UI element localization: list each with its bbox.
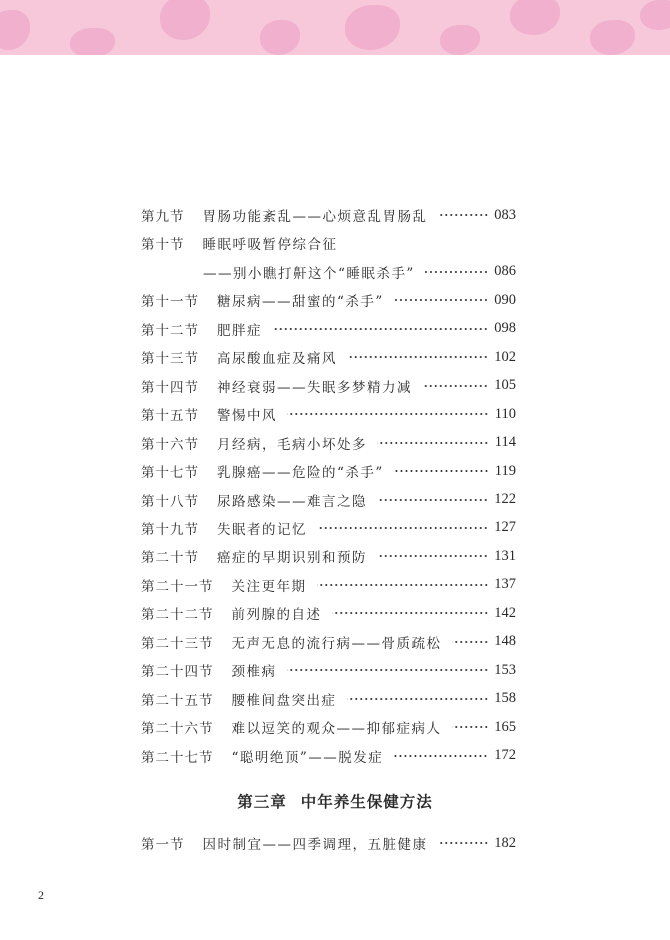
section-title: 难以逗笑的观众——抑郁症病人 bbox=[231, 721, 442, 738]
page-ref: 165 bbox=[494, 718, 516, 735]
dot-leader bbox=[422, 384, 488, 388]
dot-leader bbox=[377, 498, 488, 502]
dot-leader bbox=[317, 526, 488, 530]
toc-entry[interactable] bbox=[141, 461, 516, 481]
toc-entry[interactable] bbox=[141, 660, 516, 680]
page-number: 2 bbox=[38, 888, 44, 902]
dot-leader bbox=[287, 412, 489, 416]
section-title: 睡眠呼吸暂停综合征 bbox=[202, 237, 338, 254]
dot-leader bbox=[452, 640, 489, 644]
section-title: 颈椎病 bbox=[231, 664, 277, 681]
toc-entry[interactable] bbox=[141, 376, 516, 396]
section-label: 第十一节 bbox=[141, 294, 199, 311]
section-label: 第十四节 bbox=[141, 379, 199, 396]
toc-entry[interactable] bbox=[141, 233, 516, 253]
dot-leader bbox=[272, 327, 488, 331]
toc-entry[interactable] bbox=[141, 746, 516, 766]
page-ref: 110 bbox=[494, 405, 516, 422]
section-label: 第二十三节 bbox=[141, 635, 214, 652]
toc-entry[interactable] bbox=[141, 689, 516, 709]
section-title: 腰椎间盘突出症 bbox=[231, 692, 337, 709]
toc-entry[interactable] bbox=[141, 717, 516, 737]
section-label: 第二十六节 bbox=[141, 721, 214, 738]
dot-leader bbox=[332, 611, 489, 615]
toc-entry[interactable] bbox=[141, 319, 516, 339]
dot-leader bbox=[287, 668, 489, 672]
toc-entry[interactable] bbox=[141, 290, 516, 310]
dot-leader bbox=[452, 725, 489, 729]
section-label: 第二十五节 bbox=[141, 692, 214, 709]
dot-leader bbox=[394, 469, 489, 473]
section-label: 第十七节 bbox=[141, 465, 199, 482]
page-ref: 090 bbox=[494, 291, 516, 308]
section-title: 前列腺的自述 bbox=[231, 607, 322, 624]
toc-entry[interactable] bbox=[141, 575, 516, 595]
section-title: 神经衰弱——失眠多梦精力减 bbox=[217, 379, 412, 396]
dot-leader bbox=[347, 697, 489, 701]
section-title: ——别小瞧打鼾这个“睡眠杀手” bbox=[203, 265, 415, 282]
section-label: 第十八节 bbox=[141, 493, 199, 510]
section-label: 第十五节 bbox=[141, 408, 199, 425]
section-title: 糖尿病——甜蜜的“杀手” bbox=[217, 294, 384, 311]
toc-entry[interactable] bbox=[141, 833, 516, 853]
section-title: 失眠者的记忆 bbox=[217, 521, 307, 538]
section-label: 第二十四节 bbox=[141, 664, 214, 681]
section-label: 第十九节 bbox=[141, 521, 199, 538]
page-ref: 172 bbox=[494, 747, 516, 764]
section-label: 第一节 bbox=[141, 837, 185, 853]
section-label: 第九节 bbox=[141, 209, 185, 225]
section-title: 因时制宜——四季调理，五脏健康 bbox=[202, 837, 428, 853]
toc-entry[interactable] bbox=[141, 404, 516, 424]
section-label: 第十六节 bbox=[141, 436, 199, 453]
toc-entry[interactable] bbox=[141, 518, 516, 538]
page-ref: 122 bbox=[494, 491, 516, 507]
dot-leader bbox=[377, 441, 489, 445]
page-ref: 105 bbox=[494, 377, 516, 394]
section-label: 第十节 bbox=[141, 237, 185, 254]
page-ref: 158 bbox=[494, 690, 516, 707]
section-label: 第十三节 bbox=[141, 351, 199, 368]
section-title: 关注更年期 bbox=[231, 578, 307, 595]
page-ref: 086 bbox=[494, 263, 516, 280]
chapter-heading bbox=[0, 790, 670, 812]
page-ref: 083 bbox=[494, 206, 516, 223]
section-label: 第二十二节 bbox=[141, 607, 214, 624]
dot-leader bbox=[394, 298, 488, 302]
toc-entry[interactable] bbox=[141, 490, 516, 510]
toc-entry[interactable] bbox=[141, 433, 516, 453]
page-ref: 142 bbox=[494, 604, 516, 621]
section-title: 肥胖症 bbox=[217, 322, 262, 339]
section-label: 第二十七节 bbox=[141, 749, 214, 766]
page-ref: 153 bbox=[494, 661, 516, 678]
page-ref: 127 bbox=[494, 519, 516, 536]
section-label: 第十二节 bbox=[141, 322, 199, 339]
toc-entry[interactable] bbox=[141, 205, 516, 225]
dot-leader bbox=[317, 583, 489, 587]
toc-entry[interactable] bbox=[141, 262, 516, 282]
toc-entry[interactable] bbox=[141, 603, 516, 623]
page-ref: 102 bbox=[494, 348, 516, 365]
page-ref: 114 bbox=[494, 434, 516, 451]
dot-leader bbox=[438, 213, 489, 217]
section-label: 第二十一节 bbox=[141, 578, 214, 595]
section-title: 胃肠功能紊乱——心烦意乱胃肠乱 bbox=[202, 209, 428, 225]
section-title: 尿路感染——难言之隐 bbox=[217, 493, 367, 510]
decorative-banner bbox=[0, 0, 670, 55]
section-title: 高尿酸血症及痛风 bbox=[217, 351, 337, 368]
section-title: 乳腺癌——危险的“杀手” bbox=[217, 465, 384, 482]
section-title: 癌症的早期识别和预防 bbox=[217, 550, 367, 567]
page-ref: 131 bbox=[494, 547, 516, 564]
toc-entry[interactable] bbox=[141, 632, 516, 652]
dot-leader bbox=[425, 270, 488, 274]
page-ref: 182 bbox=[494, 834, 516, 851]
dot-leader bbox=[393, 754, 488, 758]
section-title: 无声无息的流行病——骨质疏松 bbox=[231, 635, 442, 652]
toc-entry[interactable] bbox=[141, 546, 516, 566]
page-ref: 137 bbox=[494, 576, 516, 593]
dot-leader bbox=[377, 554, 488, 558]
section-title: “聪明绝顶”——脱发症 bbox=[231, 749, 384, 766]
page-ref: 098 bbox=[494, 320, 516, 337]
section-title: 月经病，毛病小坏处多 bbox=[217, 436, 367, 453]
page-ref: 148 bbox=[494, 633, 516, 650]
section-title: 警惕中风 bbox=[217, 408, 277, 425]
chapter-number: 第三章 bbox=[237, 792, 287, 811]
dot-leader bbox=[438, 841, 489, 845]
page-ref: 119 bbox=[494, 462, 516, 479]
dot-leader bbox=[347, 355, 488, 359]
chapter-title: 中年养生保健方法 bbox=[300, 792, 433, 811]
toc-entry[interactable] bbox=[141, 347, 516, 367]
section-label: 第二十节 bbox=[141, 550, 199, 567]
